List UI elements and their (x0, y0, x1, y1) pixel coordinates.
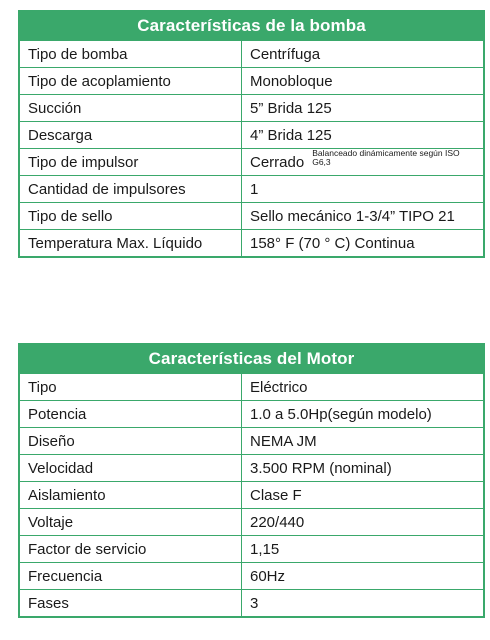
row-value: Sello mecánico 1-3/4” TIPO 21 (250, 207, 455, 225)
impeller-balance-note: Balanceado dinámicamente según ISO G6,3 (312, 149, 460, 167)
row-value: 1,15 (250, 540, 280, 558)
pump-table-title: Características de la bomba (20, 12, 483, 40)
row-label: Fases (20, 590, 242, 616)
row-label: Tipo de bomba (20, 41, 242, 67)
table-row (20, 400, 483, 427)
row-label: Succión (20, 95, 242, 121)
table-row (20, 94, 483, 121)
table-row (20, 148, 483, 175)
row-label: Voltaje (20, 509, 242, 535)
motor-table-title: Características del Motor (20, 345, 483, 373)
table-row (20, 121, 483, 148)
row-label: Temperatura Max. Líquido (20, 230, 242, 256)
row-value: Cerrado (250, 153, 305, 171)
table-row (20, 589, 483, 616)
table-row (20, 427, 483, 454)
row-label: Aislamiento (20, 482, 242, 508)
row-label: Diseño (20, 428, 242, 454)
row-label: Frecuencia (20, 563, 242, 589)
row-value: 5” Brida 125 (250, 99, 332, 117)
row-value: 220/440 (250, 513, 305, 531)
table-row (20, 40, 483, 67)
row-value: 60Hz (250, 567, 286, 585)
table-row (20, 373, 483, 400)
row-value: Centrífuga (250, 45, 321, 63)
pump-characteristics-table (18, 10, 485, 258)
row-value: Monobloque (250, 72, 333, 90)
row-label: Factor de servicio (20, 536, 242, 562)
row-value: 1 (250, 180, 259, 198)
row-label: Tipo de sello (20, 203, 242, 229)
table-row (20, 508, 483, 535)
row-value: 4” Brida 125 (250, 126, 332, 144)
table-row (20, 481, 483, 508)
row-value: 3.500 RPM (nominal) (250, 459, 392, 477)
row-label: Velocidad (20, 455, 242, 481)
row-value: 158° F (70 ° C) Continua (250, 234, 415, 252)
row-label: Tipo de impulsor (20, 149, 242, 175)
table-row (20, 229, 483, 256)
table-row (20, 535, 483, 562)
row-value: Clase F (250, 486, 302, 504)
row-value: Eléctrico (250, 378, 308, 396)
row-value: 3 (250, 594, 259, 612)
table-row (20, 202, 483, 229)
row-label: Descarga (20, 122, 242, 148)
row-label: Tipo (20, 374, 242, 400)
table-row (20, 67, 483, 94)
table-row (20, 562, 483, 589)
row-label: Tipo de acoplamiento (20, 68, 242, 94)
table-row (20, 175, 483, 202)
row-value: NEMA JM (250, 432, 317, 450)
row-label: Cantidad de impulsores (20, 176, 242, 202)
motor-characteristics-table (18, 343, 485, 618)
table-row (20, 454, 483, 481)
row-value-with-note (242, 149, 483, 175)
row-value: 1.0 a 5.0Hp(según modelo) (250, 405, 432, 423)
row-label: Potencia (20, 401, 242, 427)
